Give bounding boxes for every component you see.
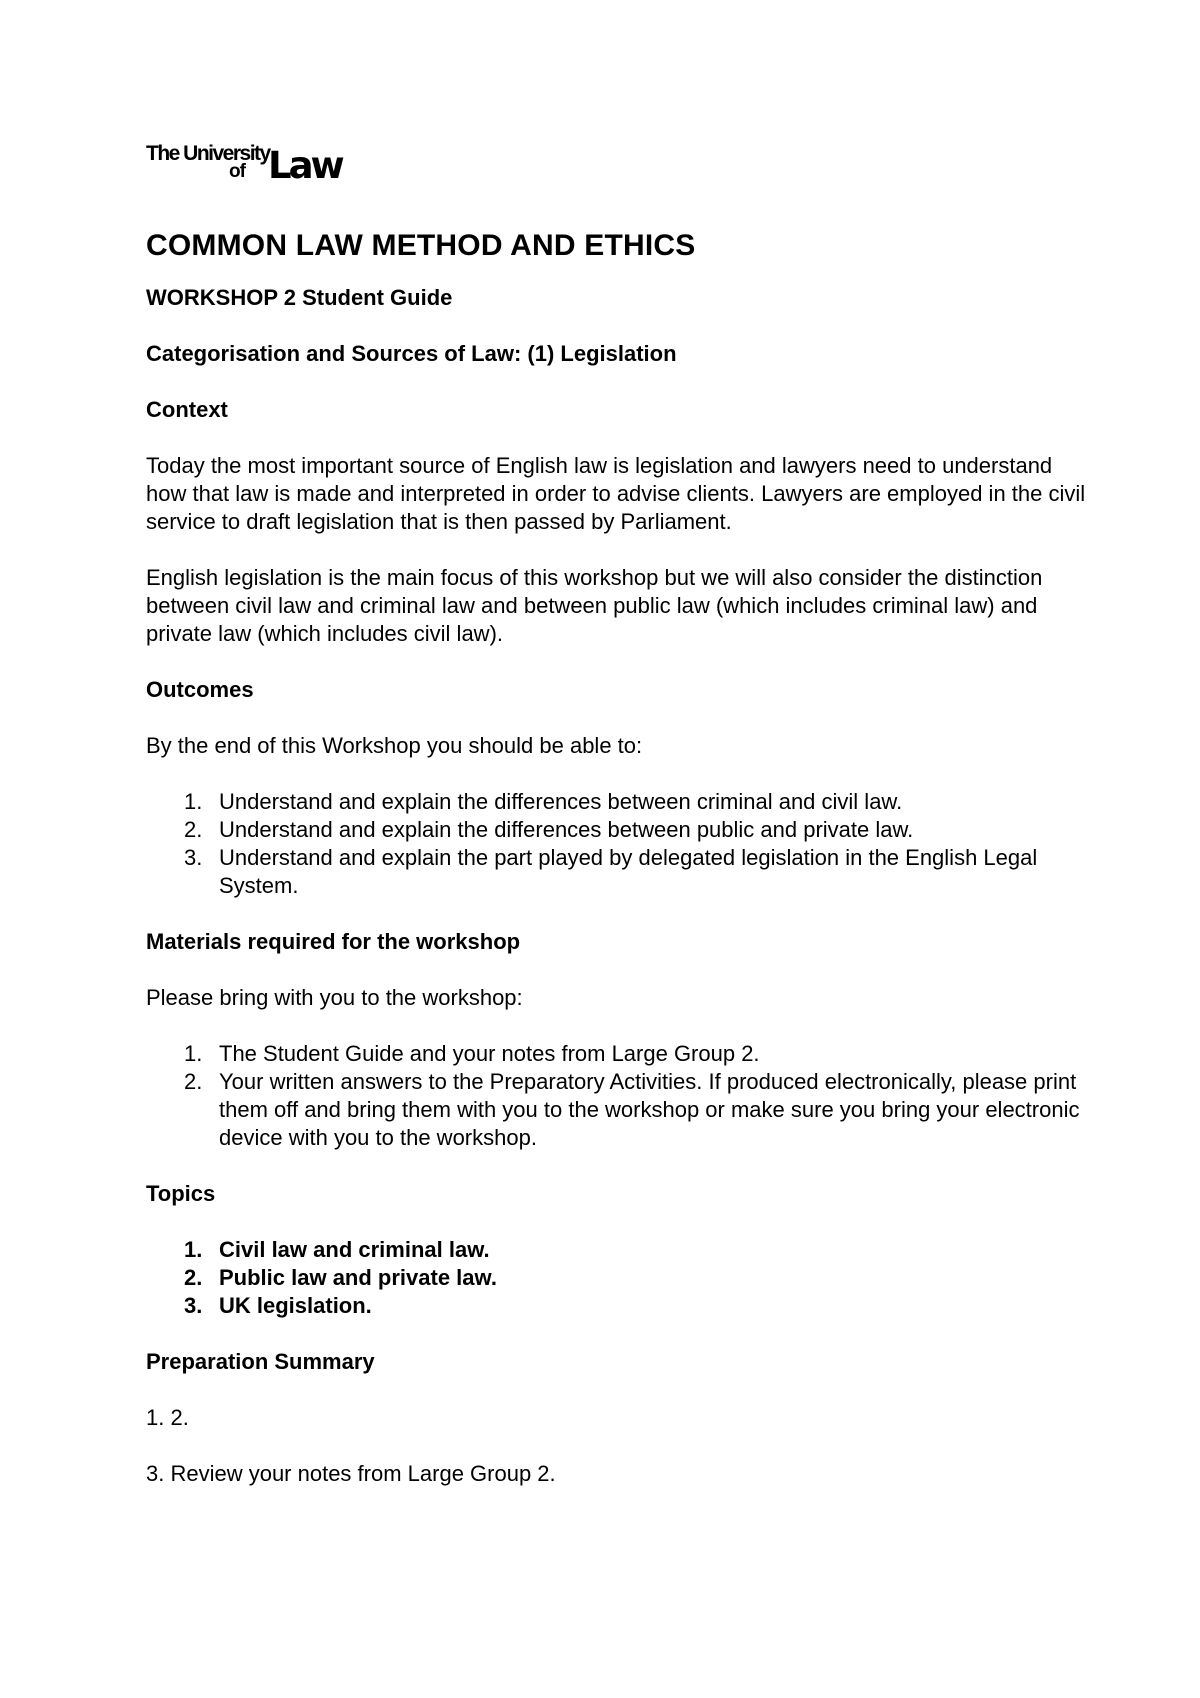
preparation-heading: Preparation Summary <box>146 1349 375 1374</box>
outcomes-intro: By the end of this Workshop you should be able to: <box>146 733 643 758</box>
list-item <box>146 1264 1086 1292</box>
list-item-text: Public law and private law. <box>219 1265 497 1290</box>
list-item-text: Your written answers to the Preparatory Activities. If produced electronically, please print them off and bring them with you to the workshop or make sure you bring your electronic device with you to the workshop. <box>219 1069 1080 1150</box>
list-item <box>146 1236 1086 1264</box>
outcomes-heading: Outcomes <box>146 677 254 702</box>
list-item-number: 2. <box>184 1265 203 1290</box>
logo-line-2: of <box>229 161 245 182</box>
list-item-text: Understand and explain the differences between public and private law. <box>219 817 914 842</box>
topics-list <box>146 1236 1086 1320</box>
context-paragraph-1: Today the most important source of English law is legislation and lawyers need to understand how that law is made and interpreted in order to advise clients. Lawyers are employed in the civil service to draft legislation that is then passed by Parliament. <box>146 453 1086 534</box>
list-item <box>146 1040 1086 1068</box>
outcomes-list <box>146 788 1086 900</box>
list-item-number: 1. <box>184 1237 203 1262</box>
document-page <box>146 140 1086 1516</box>
materials-heading: Materials required for the workshop <box>146 929 521 954</box>
document-title: COMMON LAW METHOD AND ETHICS <box>146 229 696 262</box>
context-heading: Context <box>146 397 228 422</box>
list-item-number: 2. <box>184 1069 203 1094</box>
preparation-line-2: 3. Review your notes from Large Group 2. <box>146 1461 556 1486</box>
materials-intro: Please bring with you to the workshop: <box>146 985 523 1010</box>
list-item-text: Understand and explain the part played by delegated legislation in the English Legal System. <box>219 845 1038 898</box>
list-item <box>146 844 1086 900</box>
list-item <box>146 788 1086 816</box>
document-subtitle: WORKSHOP 2 Student Guide <box>146 285 453 310</box>
university-of-law-logo <box>146 140 366 187</box>
list-item-number: 3. <box>184 1293 203 1318</box>
logo-line-3: Law <box>268 144 342 187</box>
topic-heading: Categorisation and Sources of Law: (1) Legislation <box>146 341 677 366</box>
list-item-number: 1. <box>184 1041 203 1066</box>
list-item-number: 3. <box>184 845 203 870</box>
list-item-text: UK legislation. <box>219 1293 372 1318</box>
topics-heading: Topics <box>146 1181 216 1206</box>
logo-line-1: The University <box>146 142 270 165</box>
materials-list <box>146 1040 1086 1152</box>
context-paragraph-2: English legislation is the main focus of this workshop but we will also consider the distinction between civil law and criminal law and between public law (which includes criminal law) and private law (which includes civil law). <box>146 565 1043 646</box>
list-item-text: The Student Guide and your notes from Large Group 2. <box>219 1041 760 1066</box>
list-item-number: 1. <box>184 789 203 814</box>
list-item <box>146 1068 1086 1152</box>
list-item <box>146 1292 1086 1320</box>
list-item <box>146 816 1086 844</box>
list-item-text: Civil law and criminal law. <box>219 1237 490 1262</box>
list-item-number: 2. <box>184 817 203 842</box>
list-item-text: Understand and explain the differences between criminal and civil law. <box>219 789 903 814</box>
preparation-line-1: 1. 2. <box>146 1405 189 1430</box>
